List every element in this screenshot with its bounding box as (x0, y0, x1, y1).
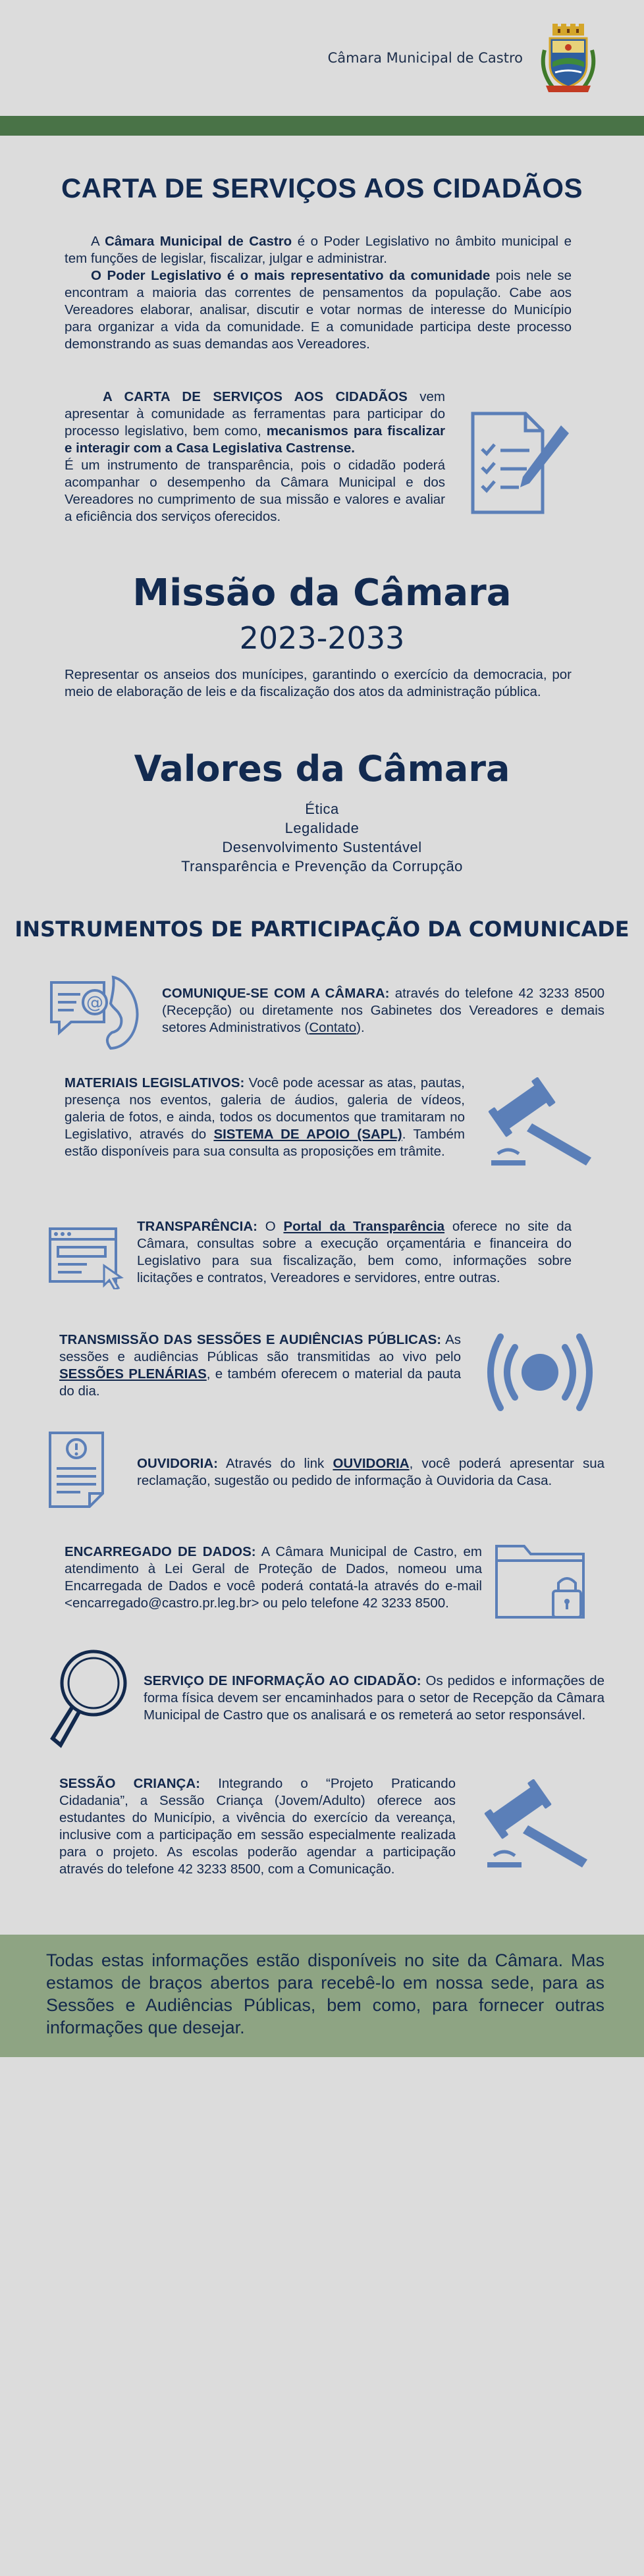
ouvidoria-end: , você poderá apresentar sua reclamação, sugestão ou pedido de informação à Ouvidoria da Casa. (137, 1456, 605, 1488)
institution-name: Câmara Municipal de Castro (327, 50, 523, 66)
sic-text (144, 1673, 604, 1724)
checklist-document-icon (469, 410, 574, 518)
value-item: Ética (305, 801, 339, 817)
chat-email-phone-icon (47, 973, 148, 1052)
encarregado-body: A Câmara Municipal de Castro, em atendimento à Lei Geral de Proteção de Dados, nomeou uma Encarregada de Dados e você poderá contatá-la através do e-mail <encarregado@castro.pr.leg.br> ou pelo telefone 42 3233 8500. (65, 1544, 482, 1611)
materiais-body: Você pode acessar as atas, pautas, presença nos eventos, galeria de áudios, galeria de vídeos, galeria de fotos, e ainda, todos os documentos que tramitaram no Legislativo, através do (65, 1075, 465, 1142)
transmissao-end: , e também oferecem o material da pauta do dia. (59, 1366, 461, 1399)
comunique-body: através do telefone 42 3233 8500 (Recepção) ou diretamente nos Gabinetes dos Vereadores e demais setores Administrativos ( (162, 986, 604, 1035)
sessoes-plenarias-link[interactable]: SESSÕES PLENÁRIAS (59, 1366, 207, 1382)
mission-period: 2023-2033 (239, 620, 405, 656)
crianca-bold: SESSÃO CRIANÇA: (59, 1776, 200, 1791)
intro-p2-bold: O Poder Legislativo é o mais representativo da comunidade (91, 268, 491, 283)
footer-text: Todas estas informações estão disponíveis no site da Câmara. Mas estamos de braços abertos para recebê-lo em nossa sede, para as Sessões e Audiências Públicas, bem como, para fornecer outras informações que desejar. (46, 1950, 604, 2037)
transparencia-body: O (257, 1219, 284, 1234)
ouvidoria-link[interactable]: OUVIDORIA (333, 1456, 410, 1471)
materiais-bold: MATERIAIS LEGISLATIVOS: (65, 1075, 245, 1090)
encarregado-text (65, 1543, 482, 1612)
intro-p1-bold: Câmara Municipal de Castro (105, 234, 292, 249)
transmissao-text (59, 1331, 461, 1400)
mission-text: Representar os anseios dos munícipes, garantindo o exercício da democracia, por meio de elaboração de leis e da fiscalização dos atos da administração pública. (65, 667, 572, 699)
transparencia-end: oferece no site da Câmara, consultas sobre a execução orçamentária e financeira do Legislativo para sua fiscalização, bem como, informações sobre licitações e contratos, Vereadores e servidores, entre outras. (137, 1219, 572, 1285)
contato-link[interactable]: Contato (309, 1020, 357, 1035)
portal-transparencia-link[interactable]: Portal da Transparência (283, 1219, 445, 1234)
ouvidoria-text (137, 1455, 604, 1489)
carta-bold1: A CARTA DE SERVIÇOS AOS CIDADÃOS (103, 389, 408, 404)
crianca-body: Integrando o “Projeto Praticando Cidadania”, a Sessão Criança (Jovem/Adulto) oferece aos estudantes do Município, a vivência do exercício da vereança, inclusive com a participação em sessão especialmente realizada para o projeto. As escolas poderão agendar a participação através do telefone 42 3233 8500, com a Comunicação. (59, 1776, 456, 1877)
intro-text (65, 233, 572, 353)
document-alert-icon (47, 1430, 108, 1512)
broadcast-icon (486, 1330, 594, 1414)
locked-folder-icon (494, 1541, 593, 1623)
transparencia-bold: TRANSPARÊNCIA: (137, 1219, 257, 1234)
header-green-bar (0, 116, 644, 136)
transparencia-text (137, 1218, 572, 1287)
values-title: Valores da Câmara (134, 748, 510, 790)
carta-text2: É um instrumento de transparência, pois o cidadão poderá acompanhar o desempenho da Câmara Municipal e dos Vereadores no cumprimento de sua missão e valores e avaliar a eficiência dos serviços oferecidos. (65, 458, 445, 524)
intro-p2-b: pois nele se encontram a maioria das correntes de pensamentos da população. Cabe aos Vereadores elaborar, analisar, discutir e votar normas de interesse do Município para organizar a vida da comunidade. E a comunidade participa deste processo demonstrando as suas demandas aos Vereadores. (65, 268, 572, 352)
sic-bold: SERVIÇO DE INFORMAÇÃO AO CIDADÃO: (144, 1673, 421, 1688)
carta-text (65, 389, 445, 525)
transmissao-body: As sessões e audiências Públicas são transmitidas ao vivo pelo (59, 1332, 461, 1364)
crianca-text (59, 1775, 456, 1878)
values-list (0, 799, 644, 876)
sapl-link[interactable]: SISTEMA DE APOIO (SAPL) (213, 1127, 402, 1142)
value-item: Desenvolvimento Sustentável (222, 839, 422, 855)
value-item: Transparência e Prevenção da Corrupção (181, 858, 463, 874)
svg-text:@: @ (86, 993, 103, 1013)
browser-window-icon (47, 1226, 126, 1289)
encarregado-bold: ENCARREGADO DE DADOS: (65, 1544, 256, 1559)
coat-of-arms-icon (538, 24, 599, 95)
mission-title: Missão da Câmara (132, 572, 512, 614)
materiais-end: . Também estão disponíveis para sua consulta as proposições em trâmite. (65, 1127, 465, 1159)
materiais-text (65, 1075, 465, 1160)
carta-text1: vem apresentar à comunidade as ferramentas para participar do processo legislativo, bem como, (65, 389, 445, 439)
magnifier-icon (47, 1646, 129, 1752)
ouvidoria-bold: OUVIDORIA: (137, 1456, 218, 1471)
intro-p1-a: A (91, 234, 105, 249)
comunique-end: ). (356, 1020, 365, 1035)
transmissao-bold: TRANSMISSÃO DAS SESSÕES E AUDIÊNCIAS PÚBLICAS: (59, 1332, 442, 1347)
gavel-icon (485, 1077, 601, 1168)
carta-bold2: mecanismos para fiscalizar e interagir com a Casa Legislativa Castrense. (65, 423, 445, 456)
sic-body: Os pedidos e informações de forma física devem ser encaminhados para o setor de Recepção da Câmara Municipal de Castro que os analisará e os remeterá ao setor responsável. (144, 1673, 604, 1723)
ouvidoria-body: Através do link (218, 1456, 333, 1471)
page-title: CARTA DE SERVIÇOS AOS CIDADÃOS (61, 173, 583, 203)
instruments-title: INSTRUMENTOS DE PARTICIPAÇÃO DA COMUNICADE (14, 917, 630, 942)
gavel-icon (481, 1779, 597, 1870)
comunique-text (162, 985, 604, 1036)
value-item: Legalidade (284, 820, 360, 836)
intro-p1-b: é o Poder Legislativo no âmbito municipal e tem funções de legislar, fiscalizar, julgar e administrar. (65, 234, 572, 266)
header (0, 0, 644, 116)
comunique-bold: COMUNIQUE-SE COM A CÂMARA: (162, 986, 390, 1001)
